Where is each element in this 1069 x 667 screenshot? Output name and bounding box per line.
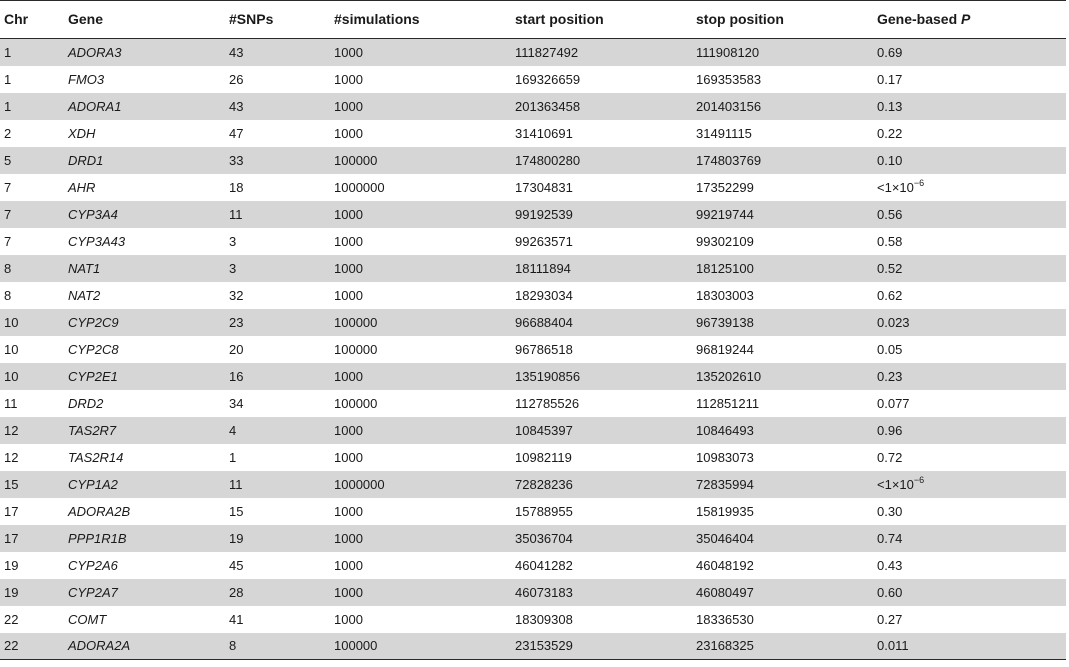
cell-start-position: 46041282 bbox=[515, 557, 573, 573]
cell-gene-based-p bbox=[877, 363, 1066, 390]
cell-gene-based-p bbox=[877, 282, 1066, 309]
cell-simulations: 1000000 bbox=[334, 471, 515, 498]
cell-start-position: 23153529 bbox=[515, 633, 696, 660]
cell-gene-based-p bbox=[877, 120, 1066, 147]
cell-gene: FMO3 bbox=[68, 71, 105, 87]
table-row bbox=[0, 120, 1066, 147]
cell-stop-position: 31491115 bbox=[696, 125, 752, 141]
cell-simulations: 1000 bbox=[334, 93, 515, 120]
cell-snps: 20 bbox=[229, 341, 244, 357]
cell-simulations: 1000 bbox=[334, 449, 363, 465]
cell-snps: 34 bbox=[229, 395, 244, 411]
cell-start-position: 99192539 bbox=[515, 201, 696, 228]
cell-chr: 10 bbox=[4, 341, 19, 357]
cell-simulations: 1000 bbox=[334, 557, 363, 573]
cell-gene: NAT2 bbox=[68, 287, 101, 303]
cell-chr: 19 bbox=[4, 557, 19, 573]
cell-stop-position: 96819244 bbox=[696, 341, 754, 357]
cell-gene-based-p bbox=[877, 606, 1066, 633]
cell-snps: 3 bbox=[229, 233, 237, 249]
table-row bbox=[0, 228, 1066, 255]
cell-gene-based-p bbox=[877, 93, 1066, 120]
cell-start-position: 111827492 bbox=[515, 39, 696, 66]
cell-snps: 23 bbox=[229, 309, 334, 336]
cell-chr: 7 bbox=[4, 179, 12, 195]
cell-start-position: 135190856 bbox=[515, 363, 696, 390]
cell-snps: 33 bbox=[229, 147, 334, 174]
cell-gene: CYP2A7 bbox=[68, 579, 229, 606]
cell-stop-position: 18336530 bbox=[696, 611, 754, 627]
cell-snps: 1 bbox=[229, 449, 237, 465]
cell-snps: 28 bbox=[229, 579, 334, 606]
cell-gene-based-p bbox=[877, 525, 1066, 552]
cell-simulations: 100000 bbox=[334, 309, 515, 336]
header-simulations: #simulations bbox=[334, 1, 515, 39]
cell-start-position: 31410691 bbox=[515, 125, 573, 141]
table-header bbox=[0, 1, 1066, 39]
cell-stop-position: 169353583 bbox=[696, 71, 762, 87]
cell-chr: 22 bbox=[4, 611, 19, 627]
cell-gene-based-p bbox=[877, 444, 1066, 471]
cell-simulations: 1000 bbox=[334, 39, 515, 66]
p-value: 0.23 bbox=[877, 368, 903, 384]
p-value: 0.17 bbox=[877, 71, 903, 87]
header-row bbox=[0, 1, 1066, 39]
cell-gene: CYP3A4 bbox=[68, 201, 229, 228]
cell-gene-based-p bbox=[877, 255, 1066, 282]
cell-chr: 12 bbox=[4, 449, 19, 465]
p-value-exponent: −6 bbox=[913, 474, 925, 485]
header-snps: #SNPs bbox=[229, 1, 334, 39]
cell-gene: AHR bbox=[68, 179, 96, 195]
cell-chr: 15 bbox=[0, 471, 68, 498]
cell-chr: 17 bbox=[4, 503, 19, 519]
cell-start-position: 10982119 bbox=[515, 449, 572, 465]
cell-gene-based-p bbox=[877, 471, 1066, 498]
table-row bbox=[0, 417, 1066, 444]
p-value: 0.56 bbox=[877, 206, 903, 222]
cell-snps: 8 bbox=[229, 633, 334, 660]
cell-chr: 22 bbox=[0, 633, 68, 660]
cell-chr: 5 bbox=[0, 147, 68, 174]
cell-gene: CYP3A43 bbox=[68, 233, 126, 249]
cell-stop-position: 135202610 bbox=[696, 363, 877, 390]
cell-chr: 10 bbox=[0, 363, 68, 390]
cell-simulations: 1000000 bbox=[334, 179, 385, 195]
cell-snps: 43 bbox=[229, 39, 334, 66]
cell-snps: 43 bbox=[229, 93, 334, 120]
cell-gene-based-p bbox=[877, 66, 1066, 93]
cell-stop-position: 18303003 bbox=[696, 287, 754, 303]
cell-gene: CYP2E1 bbox=[68, 363, 229, 390]
cell-stop-position: 72835994 bbox=[696, 471, 877, 498]
cell-gene-based-p bbox=[877, 498, 1066, 525]
cell-start-position: 18111894 bbox=[515, 255, 696, 282]
cell-snps: 4 bbox=[229, 417, 334, 444]
cell-simulations: 100000 bbox=[334, 341, 378, 357]
cell-gene-based-p bbox=[877, 309, 1066, 336]
cell-simulations: 1000 bbox=[334, 525, 515, 552]
cell-gene-based-p bbox=[877, 390, 1066, 417]
cell-start-position: 72828236 bbox=[515, 471, 696, 498]
table-row bbox=[0, 363, 1066, 390]
cell-snps: 11 bbox=[229, 471, 334, 498]
cell-start-position: 96688404 bbox=[515, 309, 696, 336]
p-value-exponent: −6 bbox=[913, 177, 925, 188]
cell-gene: NAT1 bbox=[68, 255, 229, 282]
cell-gene-based-p bbox=[877, 39, 1066, 66]
table-row bbox=[0, 552, 1066, 579]
cell-stop-position: 201403156 bbox=[696, 93, 877, 120]
p-value: 0.077 bbox=[877, 395, 910, 411]
cell-stop-position: 46048192 bbox=[696, 557, 754, 573]
cell-chr: 1 bbox=[0, 93, 68, 120]
header-gene: Gene bbox=[68, 1, 229, 39]
cell-stop-position: 46080497 bbox=[696, 579, 877, 606]
cell-snps: 41 bbox=[229, 611, 244, 627]
cell-simulations: 1000 bbox=[334, 611, 363, 627]
p-value: 0.023 bbox=[877, 314, 910, 330]
cell-chr: 19 bbox=[0, 579, 68, 606]
cell-chr: 1 bbox=[0, 39, 68, 66]
cell-stop-position: 17352299 bbox=[696, 179, 754, 195]
table-row bbox=[0, 66, 1066, 93]
p-value: 0.74 bbox=[877, 530, 903, 546]
cell-snps: 32 bbox=[229, 287, 244, 303]
p-value: <1×10 bbox=[877, 179, 914, 195]
p-value: 0.27 bbox=[877, 611, 903, 627]
cell-gene-based-p bbox=[877, 579, 1066, 606]
cell-gene: TAS2R7 bbox=[68, 417, 229, 444]
cell-chr: 11 bbox=[4, 395, 18, 411]
cell-stop-position: 174803769 bbox=[696, 147, 877, 174]
table-row bbox=[0, 309, 1066, 336]
cell-snps: 11 bbox=[229, 201, 334, 228]
cell-simulations: 1000 bbox=[334, 503, 363, 519]
cell-gene-based-p bbox=[877, 336, 1066, 363]
table-row bbox=[0, 39, 1066, 66]
cell-snps: 15 bbox=[229, 503, 244, 519]
cell-gene: ADORA2B bbox=[68, 503, 131, 519]
cell-simulations: 100000 bbox=[334, 147, 515, 174]
cell-snps: 19 bbox=[229, 525, 334, 552]
cell-stop-position: 23168325 bbox=[696, 633, 877, 660]
cell-start-position: 35036704 bbox=[515, 525, 696, 552]
cell-snps: 16 bbox=[229, 363, 334, 390]
cell-snps: 47 bbox=[229, 125, 244, 141]
p-value: <1×10 bbox=[877, 476, 914, 492]
header-p-prefix: Gene-based bbox=[877, 10, 958, 27]
cell-simulations: 100000 bbox=[334, 633, 515, 660]
table-row bbox=[0, 147, 1066, 174]
cell-start-position: 18293034 bbox=[515, 287, 573, 303]
cell-snps: 3 bbox=[229, 255, 334, 282]
cell-gene: CYP2A6 bbox=[68, 557, 118, 573]
cell-start-position: 10845397 bbox=[515, 417, 696, 444]
table-row bbox=[0, 525, 1066, 552]
cell-chr: 10 bbox=[0, 309, 68, 336]
cell-stop-position: 35046404 bbox=[696, 525, 877, 552]
cell-start-position: 201363458 bbox=[515, 93, 696, 120]
p-value: 0.13 bbox=[877, 98, 903, 114]
cell-gene: PPP1R1B bbox=[68, 525, 229, 552]
cell-start-position: 169326659 bbox=[515, 71, 581, 87]
cell-simulations: 1000 bbox=[334, 255, 515, 282]
cell-gene: CYP2C8 bbox=[68, 341, 119, 357]
header-chr: Chr bbox=[0, 1, 68, 39]
table-row bbox=[0, 201, 1066, 228]
cell-chr: 12 bbox=[0, 417, 68, 444]
header-gene-based-p bbox=[877, 1, 1066, 39]
cell-stop-position: 99302109 bbox=[696, 233, 754, 249]
p-value: 0.60 bbox=[877, 584, 903, 600]
cell-stop-position: 10846493 bbox=[696, 417, 877, 444]
cell-simulations: 100000 bbox=[334, 395, 378, 411]
table-row bbox=[0, 390, 1066, 417]
table-row bbox=[0, 336, 1066, 363]
table-row bbox=[0, 606, 1066, 633]
cell-snps: 18 bbox=[229, 179, 244, 195]
cell-snps: 26 bbox=[229, 71, 244, 87]
cell-gene: CYP1A2 bbox=[68, 471, 229, 498]
cell-gene-based-p bbox=[877, 147, 1066, 174]
cell-snps: 45 bbox=[229, 557, 244, 573]
header-p-symbol: P bbox=[961, 10, 971, 27]
p-value: 0.72 bbox=[877, 449, 903, 465]
table-row bbox=[0, 444, 1066, 471]
cell-gene: ADORA1 bbox=[68, 93, 229, 120]
p-value: 0.58 bbox=[877, 233, 903, 249]
cell-stop-position: 18125100 bbox=[696, 255, 877, 282]
table-row bbox=[0, 255, 1066, 282]
cell-gene-based-p bbox=[877, 201, 1066, 228]
cell-chr: 7 bbox=[0, 201, 68, 228]
cell-chr: 1 bbox=[4, 71, 12, 87]
cell-gene-based-p bbox=[877, 552, 1066, 579]
table-row bbox=[0, 174, 1066, 201]
table-row bbox=[0, 93, 1066, 120]
cell-stop-position: 112851211 bbox=[696, 395, 760, 411]
p-value: 0.52 bbox=[877, 260, 903, 276]
p-value: 0.10 bbox=[877, 152, 903, 168]
cell-gene-based-p bbox=[877, 228, 1066, 255]
cell-simulations: 1000 bbox=[334, 417, 515, 444]
cell-chr: 17 bbox=[0, 525, 68, 552]
cell-gene-based-p bbox=[877, 633, 1066, 660]
header-stop-position: stop position bbox=[696, 1, 877, 39]
p-value: 0.22 bbox=[877, 125, 903, 141]
cell-start-position: 18309308 bbox=[515, 611, 573, 627]
cell-start-position: 46073183 bbox=[515, 579, 696, 606]
table-row bbox=[0, 633, 1066, 660]
table-row bbox=[0, 471, 1066, 498]
cell-chr: 8 bbox=[0, 255, 68, 282]
cell-simulations: 1000 bbox=[334, 363, 515, 390]
cell-start-position: 15788955 bbox=[515, 503, 573, 519]
cell-gene: DRD1 bbox=[68, 147, 229, 174]
cell-gene: TAS2R14 bbox=[68, 449, 124, 465]
cell-gene: XDH bbox=[68, 125, 96, 141]
p-value: 0.69 bbox=[877, 44, 903, 60]
cell-gene: CYP2C9 bbox=[68, 309, 229, 336]
cell-start-position: 99263571 bbox=[515, 233, 573, 249]
cell-start-position: 112785526 bbox=[515, 395, 580, 411]
cell-simulations: 1000 bbox=[334, 125, 363, 141]
cell-stop-position: 10983073 bbox=[696, 449, 754, 465]
cell-gene: COMT bbox=[68, 611, 107, 627]
cell-start-position: 174800280 bbox=[515, 147, 696, 174]
cell-gene-based-p bbox=[877, 174, 1066, 201]
table-row bbox=[0, 282, 1066, 309]
cell-stop-position: 15819935 bbox=[696, 503, 754, 519]
cell-gene: ADORA2A bbox=[68, 633, 229, 660]
p-value: 0.011 bbox=[877, 638, 909, 654]
p-value: 0.43 bbox=[877, 557, 903, 573]
cell-simulations: 1000 bbox=[334, 233, 363, 249]
table-body bbox=[0, 39, 1066, 660]
cell-simulations: 1000 bbox=[334, 201, 515, 228]
cell-simulations: 1000 bbox=[334, 287, 363, 303]
cell-chr: 7 bbox=[4, 233, 12, 249]
p-value: 0.96 bbox=[877, 422, 903, 438]
cell-chr: 8 bbox=[4, 287, 12, 303]
cell-stop-position: 99219744 bbox=[696, 201, 877, 228]
p-value: 0.30 bbox=[877, 503, 903, 519]
cell-simulations: 1000 bbox=[334, 579, 515, 606]
p-value: 0.62 bbox=[877, 287, 903, 303]
p-value: 0.05 bbox=[877, 341, 903, 357]
cell-gene: DRD2 bbox=[68, 395, 104, 411]
cell-gene-based-p bbox=[877, 417, 1066, 444]
cell-start-position: 96786518 bbox=[515, 341, 573, 357]
header-start-position: start position bbox=[515, 1, 696, 39]
cell-stop-position: 96739138 bbox=[696, 309, 877, 336]
cell-chr: 2 bbox=[4, 125, 12, 141]
cell-stop-position: 111908120 bbox=[696, 39, 877, 66]
cell-gene: ADORA3 bbox=[68, 39, 229, 66]
cell-simulations: 1000 bbox=[334, 71, 363, 87]
table-row bbox=[0, 498, 1066, 525]
table-row bbox=[0, 579, 1066, 606]
cell-start-position: 17304831 bbox=[515, 179, 573, 195]
